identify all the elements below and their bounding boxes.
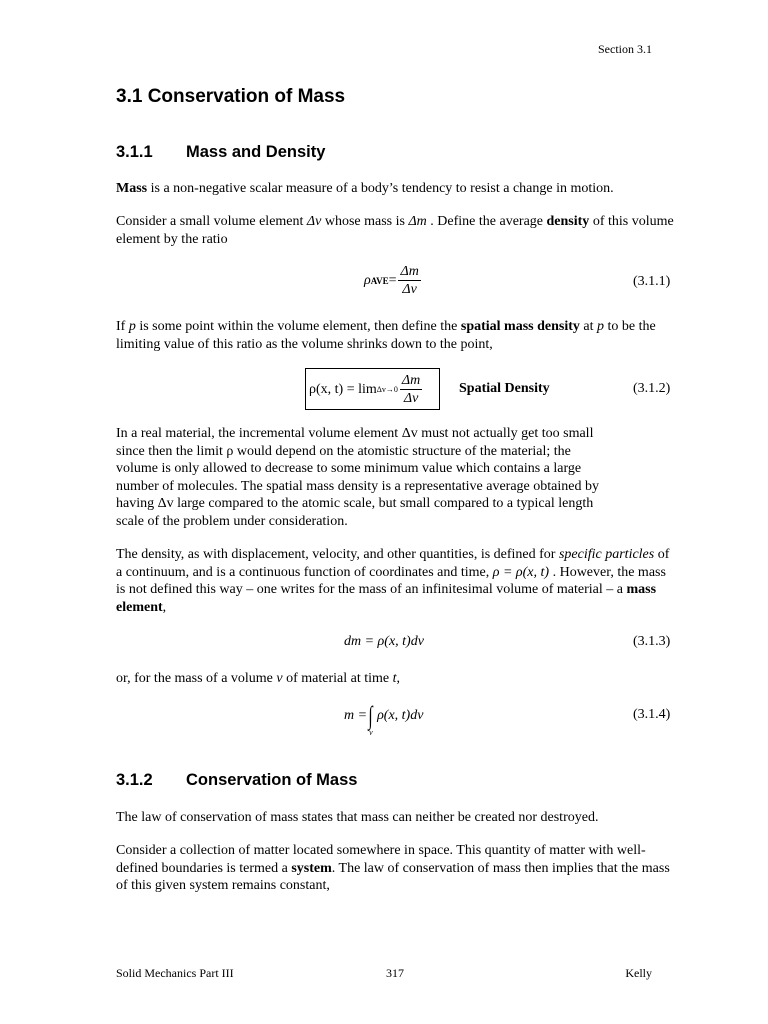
symbol-p: p — [128, 319, 136, 334]
fraction — [398, 264, 420, 297]
paragraph-mass-definition — [116, 180, 674, 198]
numerator: Δm — [400, 264, 419, 279]
term-density: density — [546, 214, 590, 229]
paragraph-text: Consider a collection of matter located somewhere in space. This quantity of matter with well-defined boundaries is termed a — [116, 843, 646, 876]
limit-subscript: Δv→0 — [376, 385, 398, 394]
paragraph-text: of material at time — [282, 671, 393, 686]
subsection-number: 3.1.1 — [116, 143, 153, 161]
subsection-title: Mass and Density — [186, 143, 326, 161]
footer-author: Kelly — [625, 966, 652, 980]
denominator: Δv — [403, 391, 419, 406]
paragraph-text: whose mass is — [321, 214, 409, 229]
subsection-heading-mass-density — [116, 143, 326, 162]
integral-subscript: v — [369, 728, 373, 737]
paragraph-text: . However, the mass is not defined this way – one writes for the mass of an infinitesimal volume of material – a — [116, 564, 666, 597]
paragraph-line: having Δv large compared to the atomic scale, but small compared to a typical length — [116, 496, 594, 511]
equation-label: Spatial Density — [459, 381, 550, 396]
paragraph-volume-element — [116, 213, 674, 248]
paragraph-text: or, for the mass of a volume — [116, 671, 277, 686]
equation-average-density — [364, 264, 423, 297]
paragraph-text: If — [116, 319, 129, 334]
equation-rhs: ρ(x, t)dv — [377, 708, 424, 723]
paragraph-density-function — [116, 546, 674, 616]
paragraph-line: number of molecules. The spatial mass density is a representative average obtained by — [116, 478, 599, 494]
integral-sign: ∫ — [368, 701, 373, 730]
term-mass-element: mass element — [116, 582, 657, 615]
term-spatial-mass-density: spatial mass density — [460, 319, 580, 334]
integral — [367, 701, 377, 737]
paragraph-text: The density, as with displacement, velocity, and other quantities, is defined for — [116, 547, 559, 562]
boxed-equation-spatial-density — [305, 368, 440, 410]
page-number: 317 — [386, 966, 404, 980]
symbol-delta-v: Δv — [306, 214, 322, 229]
paragraph-text: at — [579, 319, 598, 334]
paragraph-text: is a non-negative scalar measure of a body’s tendency to resist a change in motion. — [147, 181, 614, 196]
subscript-ave: AVE — [370, 275, 389, 286]
term-system: system — [291, 860, 332, 876]
numerator: Δm — [401, 373, 421, 388]
subsection-heading-conservation — [116, 771, 358, 790]
paragraph-text: to be the limiting value of this ratio as the volume shrinks down to the point, — [116, 319, 656, 352]
equation-number: (3.1.3) — [633, 634, 671, 649]
formula-rho: ρ = ρ(x, t) — [489, 564, 553, 580]
term-specific-particles: specific particles — [558, 547, 655, 562]
equation-lhs: ρ(x, t) = lim — [309, 381, 377, 397]
equation-number: (3.1.4) — [633, 707, 671, 722]
paragraph-line: since then the limit ρ would depend on the atomistic structure of the material; the — [116, 443, 571, 459]
paragraph-line: volume is only allowed to decrease to some minimum value which contains a large — [116, 461, 582, 476]
symbol-p: p — [597, 319, 605, 334]
symbol-rho: ρ — [364, 272, 371, 288]
section-header: Section 3.1 — [598, 42, 652, 56]
subsection-number: 3.1.2 — [116, 771, 153, 789]
paragraph-text: of a continuum, and is a continuous function of coordinates and time, — [116, 547, 670, 580]
paragraph-system — [116, 842, 674, 895]
paragraph-line: scale of the problem under consideration. — [116, 513, 348, 529]
equation-mass-element: dm = ρ(x, t)dv — [344, 634, 424, 649]
equation-number: (3.1.2) — [633, 381, 671, 396]
symbol-t: t — [392, 671, 397, 686]
equation-body — [309, 373, 424, 406]
paragraph-text: Consider a small volume element — [116, 214, 307, 229]
equals-sign: = — [388, 272, 397, 288]
equation-mass-integral — [344, 701, 424, 737]
paragraph-text: is some point within the volume element, then define the — [135, 319, 461, 334]
term-mass: Mass — [116, 181, 148, 196]
symbol-delta-m: Δm — [408, 214, 427, 229]
paragraph-text: . The law of conservation of mass then implies that the mass of this given system remains constant, — [116, 860, 670, 893]
paragraph-mass-volume — [116, 670, 674, 688]
paragraph-text: , — [162, 599, 167, 615]
paragraph-text: . Define the average — [426, 214, 547, 229]
section-title: 3.1 Conservation of Mass — [116, 86, 346, 107]
paragraph-line: In a real material, the incremental volume element Δv must not actually get too small — [116, 426, 594, 441]
paragraph-conservation-law: The law of conservation of mass states that mass can neither be created nor destroyed. — [116, 810, 599, 825]
footer-left: Solid Mechanics Part III — [116, 966, 234, 980]
paragraph-text: of this volume element by the ratio — [116, 214, 674, 247]
subsection-title: Conservation of Mass — [186, 771, 358, 789]
denominator: Δv — [402, 282, 417, 297]
paragraph-spatial-density — [116, 318, 674, 353]
paragraph-real-material — [116, 425, 674, 530]
symbol-v: v — [276, 671, 283, 686]
fraction — [400, 373, 422, 406]
paragraph-text: , — [396, 671, 401, 686]
equation-lhs: m = — [344, 708, 368, 723]
equation-number: (3.1.1) — [633, 274, 671, 289]
